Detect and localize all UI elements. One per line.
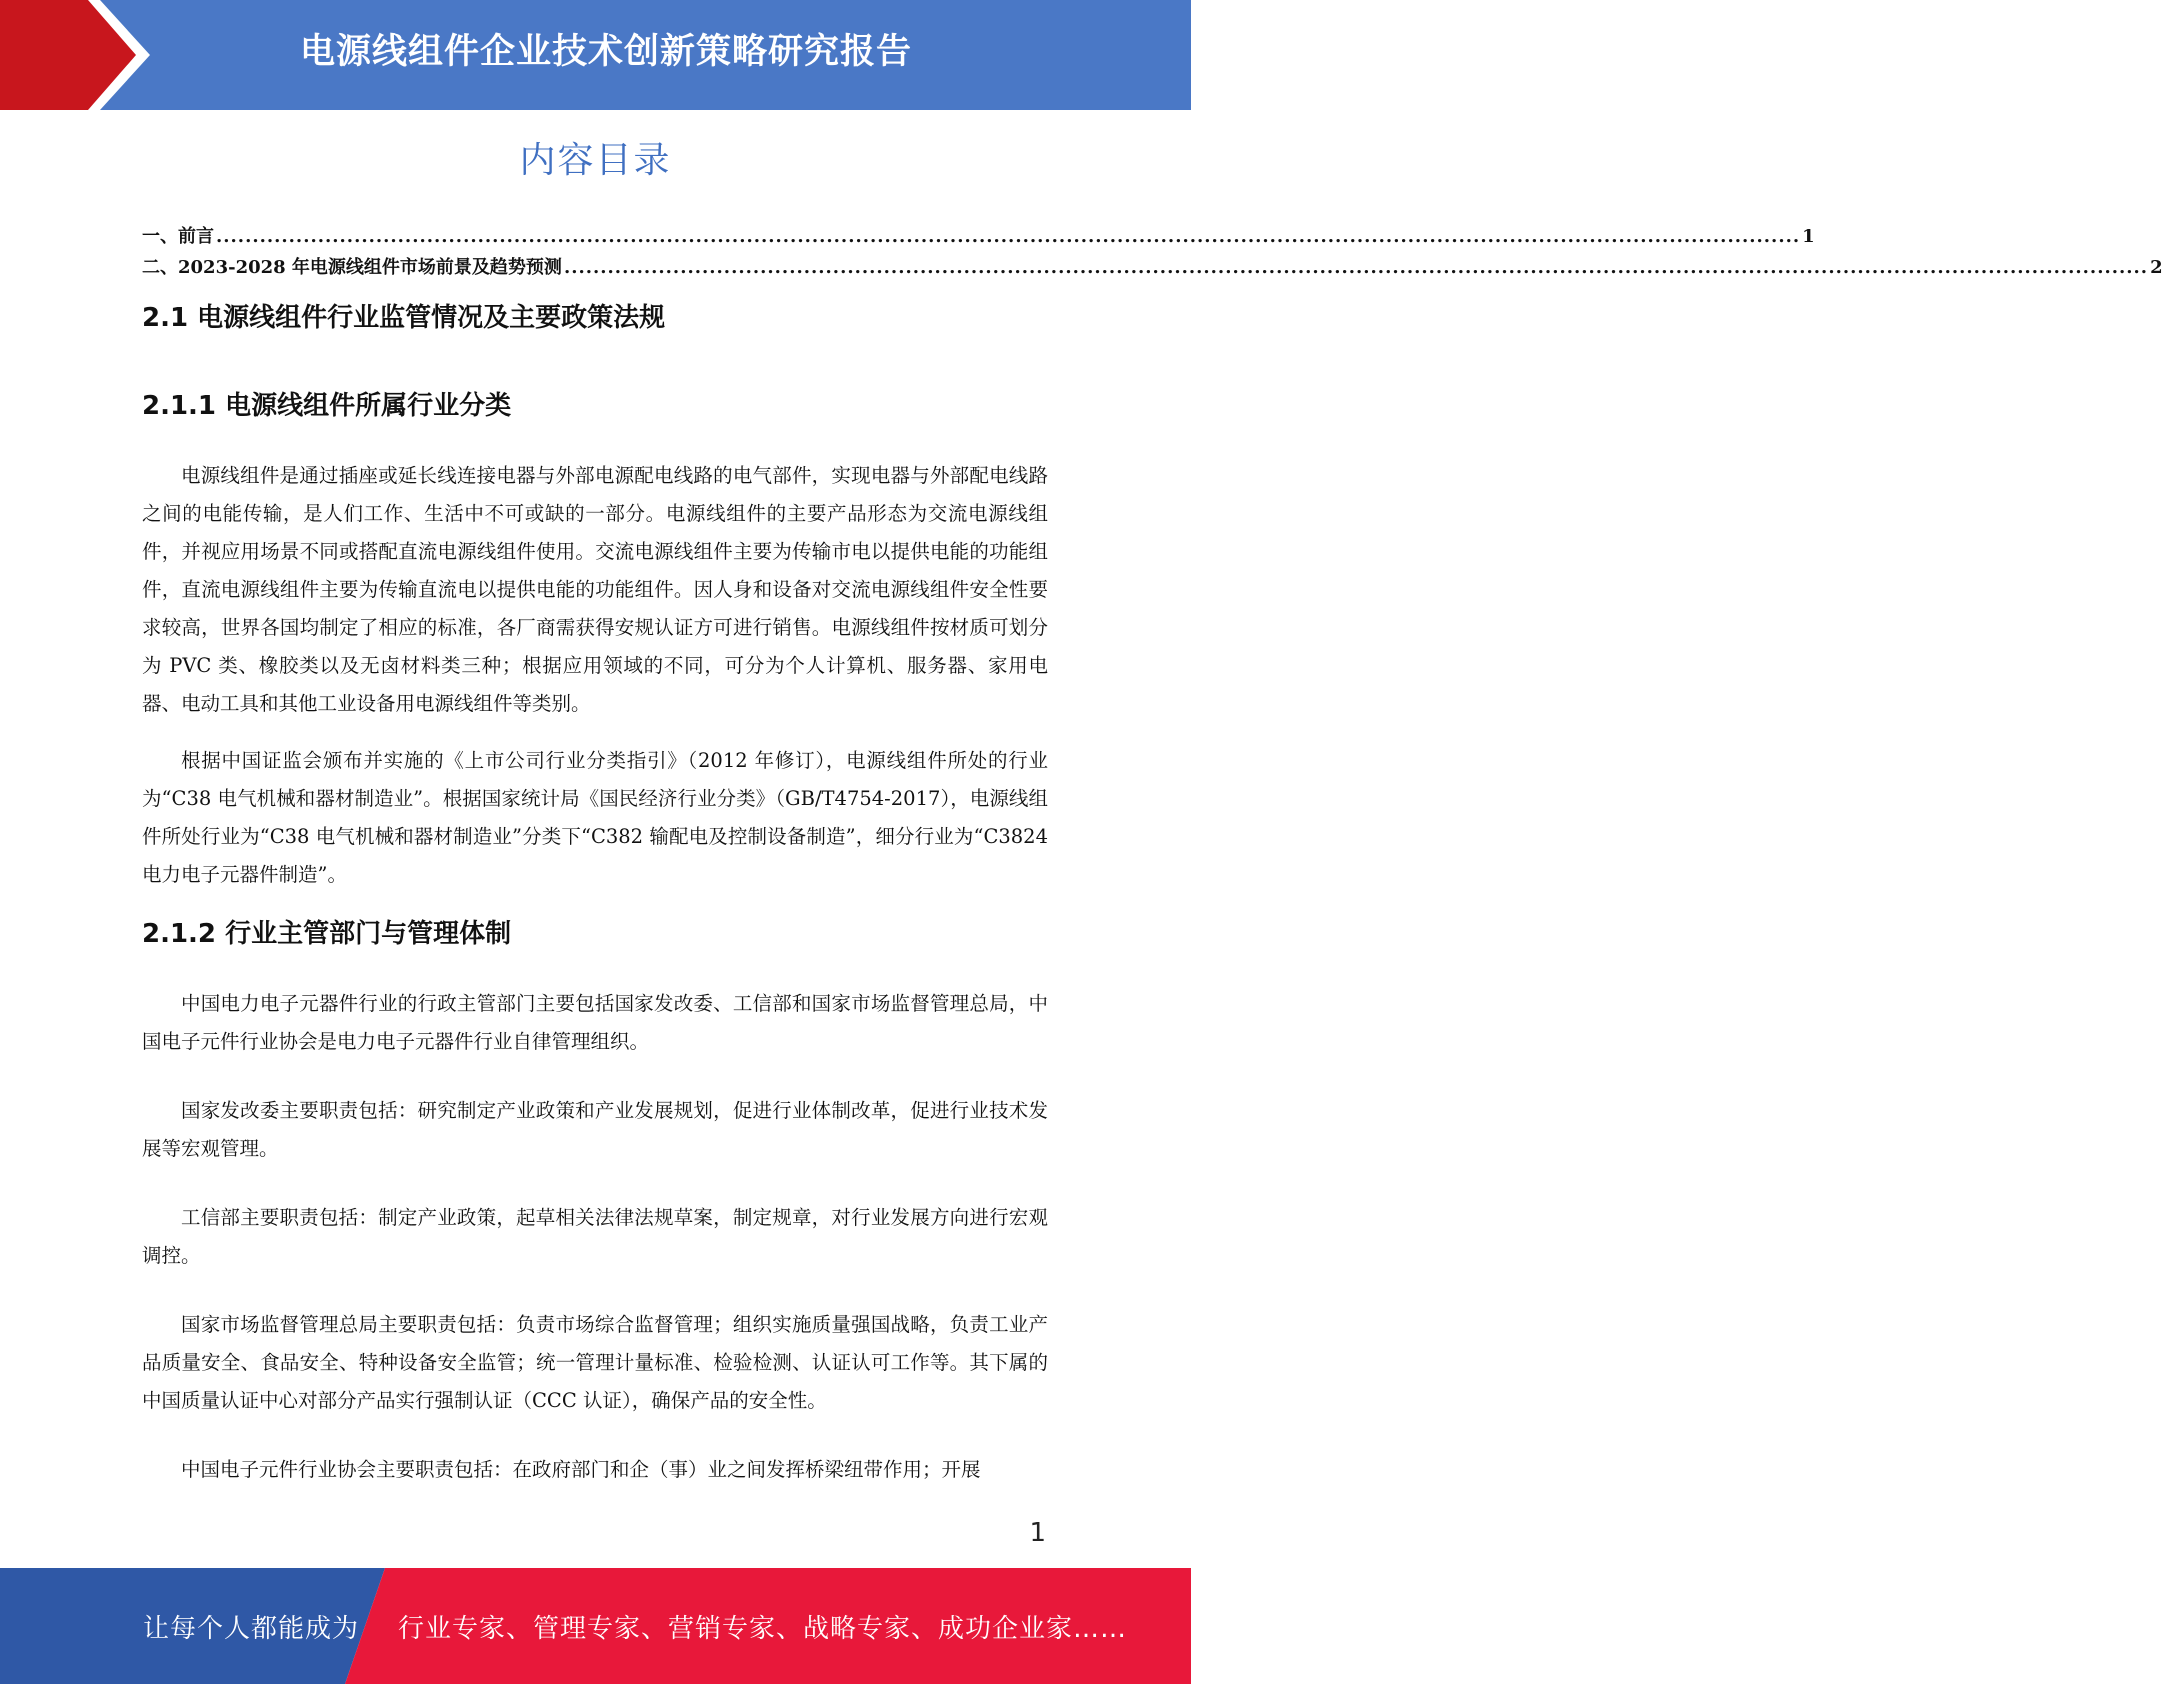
body-paragraph: 国家发改委主要职责包括：研究制定产业政策和产业发展规划，促进行业体制改革，促进行业技术发展等宏观管理。 xyxy=(142,1099,1048,1160)
page-number: 1 xyxy=(1029,1518,1046,1548)
header-arrow-graphic xyxy=(0,0,160,110)
body-paragraph: 中国电力电子元器件行业的行政主管部门主要包括国家发改委、工信部和国家市场监督管理总局，中国电子元件行业协会是电力电子元器件行业自律管理组织。 xyxy=(142,992,1048,1053)
report-title: 电源线组件企业技术创新策略研究报告 xyxy=(300,32,913,72)
toc-entry-label: 一、前言 xyxy=(142,226,214,247)
section-heading-2-1-2: 2.1.2 行业主管部门与管理体制 xyxy=(142,919,512,949)
toc-entry-label: 二、2023-2028 年电源线组件市场前景及趋势预测 xyxy=(142,257,562,278)
toc-entry[interactable] xyxy=(142,222,1815,253)
footer-slogan-left: 让每个人都能成为 xyxy=(143,1614,360,1644)
body-paragraph: 中国电子元件行业协会主要职责包括：在政府部门和企（事）业之间发挥桥梁纽带作用；开展 xyxy=(181,1458,981,1481)
section-heading-2-1: 2.1 电源线组件行业监管情况及主要政策法规 xyxy=(142,303,666,333)
toc-title: 内容目录 xyxy=(519,140,672,181)
report-header xyxy=(0,0,1191,110)
report-footer xyxy=(0,1568,1191,1684)
footer-slogan-right: 行业专家、管理专家、营销专家、战略专家、成功企业家…… xyxy=(398,1614,1128,1644)
body-paragraph: 国家市场监督管理总局主要职责包括：负责市场综合监督管理；组织实施质量强国战略，负责工业产品质量安全、食品安全、特种设备安全监管；统一管理计量标准、检验检测、认证认可工作等。其下属的中国质量认证中心对部分产品实行强制认证（CCC 认证），确保产品的安全性。 xyxy=(142,1313,1048,1412)
toc-entry-page: 2 xyxy=(2150,257,2163,278)
table-of-contents xyxy=(142,222,2163,284)
toc-leader-dots: .......................................................................................................................................................................................................................... xyxy=(216,226,1801,247)
document-body xyxy=(142,298,1048,1489)
body-paragraph: 工信部主要职责包括：制定产业政策，起草相关法律法规草案，制定规章，对行业发展方向进行宏观调控。 xyxy=(142,1206,1048,1267)
section-heading-2-1-1: 2.1.1 电源线组件所属行业分类 xyxy=(142,391,512,421)
toc-entry[interactable] xyxy=(142,253,2163,284)
toc-entry-page: 1 xyxy=(1802,226,1815,247)
body-paragraph: 根据中国证监会颁布并实施的《上市公司行业分类指引》（2012 年修订），电源线组件所处的行业为“C38 电气机械和器材制造业”。根据国家统计局《国民经济行业分类》（GB/T4754-2017），电源线组件所处行业为“C38 电气机械和器材制造业”分类下“C382 输配电及控制设备制造”，细分行业为“C3824 电力电子元器件制造”。 xyxy=(142,749,1048,886)
body-paragraph: 电源线组件是通过插座或延长线连接电器与外部电源配电线路的电气部件，实现电器与外部配电线路之间的电能传输，是人们工作、生活中不可或缺的一部分。电源线组件的主要产品形态为交流电源线组件，并视应用场景不同或搭配直流电源线组件使用。交流电源线组件主要为传输市电以提供电能的功能组件，直流电源线组件主要为传输直流电以提供电能的功能组件。因人身和设备对交流电源线组件安全性要求较高，世界各国均制定了相应的标准，各厂商需获得安规认证方可进行销售。电源线组件按材质可划分为 PVC 类、橡胶类以及无卤材料类三种；根据应用领域的不同，可分为个人计算机、服务器、家用电器、电动工具和其他工业设备用电源线组件等类别。 xyxy=(142,464,1048,715)
toc-leader-dots: .......................................................................................................................................................................................................................... xyxy=(563,257,2149,278)
